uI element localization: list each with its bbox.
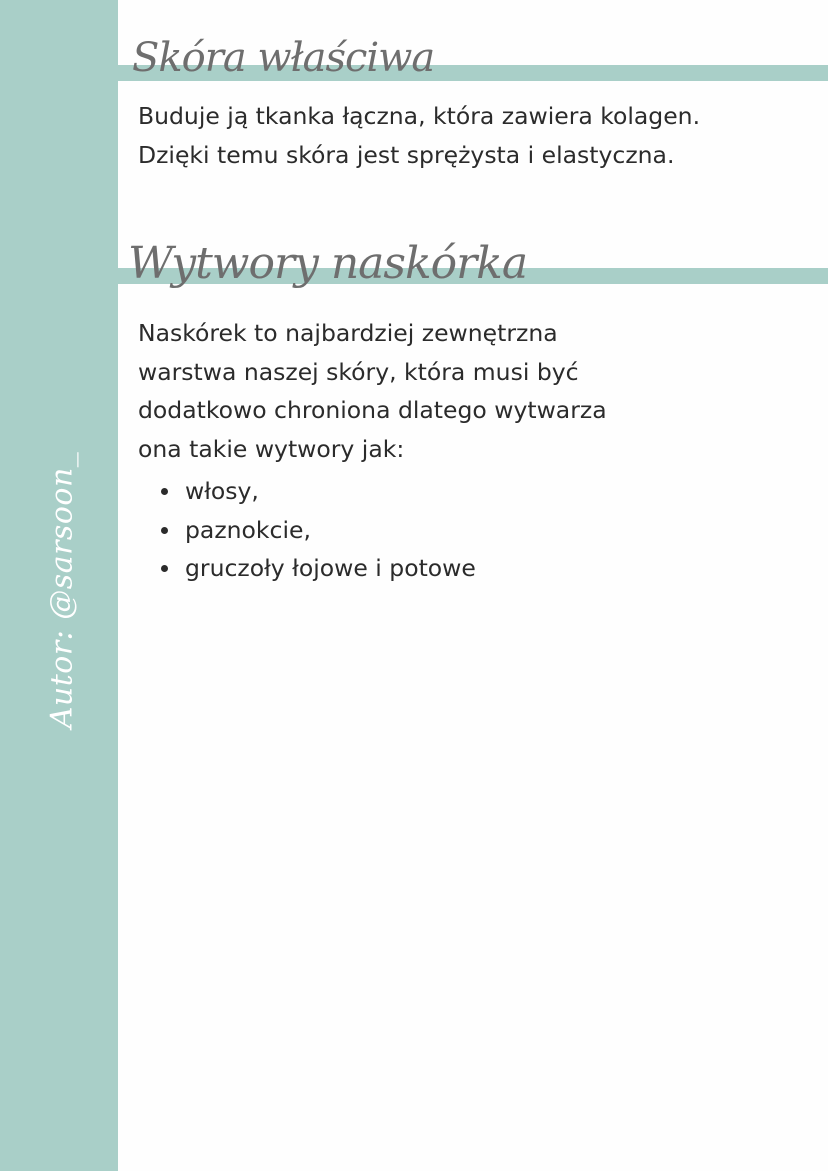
list-item <box>138 549 476 588</box>
section-heading: Skóra właściwa <box>132 35 435 81</box>
list-item-text: paznokcie, <box>185 515 311 544</box>
section-paragraph: Naskórek to najbardziej zewnętrzna warstwa naszej skóry, która musi być dodatkowo chroniona dlatego wytwarza ona takie wytwory jak: <box>138 319 607 463</box>
bullet-icon <box>161 488 168 495</box>
sidebar-strip <box>0 0 118 1171</box>
section-heading: Wytwory naskórka <box>128 238 528 289</box>
bullet-icon <box>161 565 168 572</box>
list-item-text: włosy, <box>185 477 259 505</box>
section-paragraph: Buduje ją tkanka łączna, która zawiera kolagen. Dzięki temu skóra jest sprężysta i elastyczna. <box>138 102 701 169</box>
list-item-text: gruczoły łojowe i potowe <box>185 554 476 582</box>
bullet-list <box>138 472 476 588</box>
author-credit: Autor: @sarsoon_ <box>44 451 80 729</box>
list-item <box>138 511 476 550</box>
bullet-icon <box>161 527 168 534</box>
list-item <box>138 472 476 511</box>
